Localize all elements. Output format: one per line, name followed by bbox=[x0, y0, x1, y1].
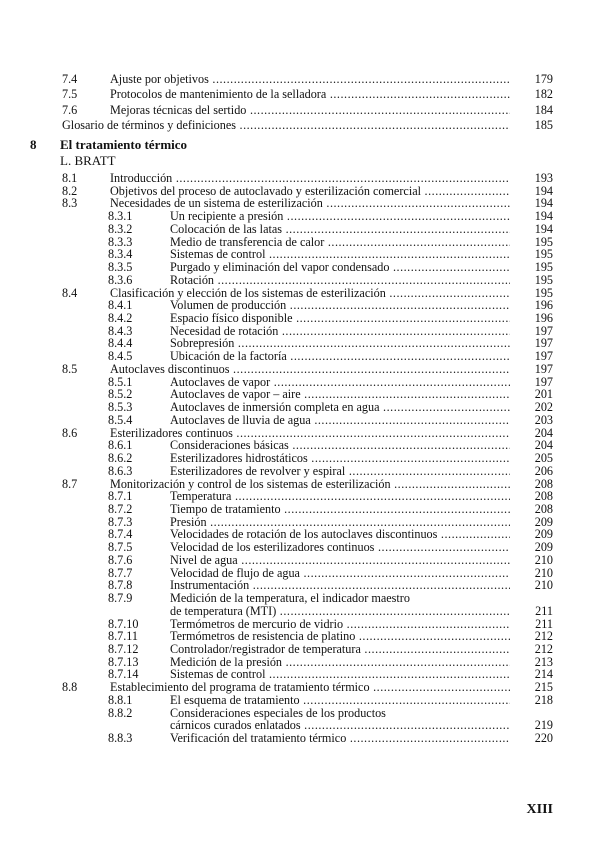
toc-entry-title-text: Sistemas de control bbox=[170, 668, 266, 682]
toc-entry-title bbox=[110, 427, 510, 440]
toc-entry bbox=[0, 490, 600, 503]
toc-entry-number: 8.8.2 bbox=[108, 705, 133, 720]
toc-entry-number: 8.1 bbox=[62, 171, 78, 185]
toc-entry-page: 208 bbox=[534, 476, 553, 491]
toc-entry-page: 193 bbox=[534, 171, 553, 185]
toc-entry-page: 194 bbox=[534, 209, 553, 224]
toc-entry-title bbox=[170, 325, 510, 338]
toc-entry-number: 7.4 bbox=[62, 72, 78, 86]
toc-entry-number: 8.3 bbox=[62, 196, 78, 211]
toc-entry-title-text: Velocidad de flujo de agua bbox=[170, 566, 300, 580]
toc-entry-page: 220 bbox=[534, 731, 553, 746]
toc-entry bbox=[0, 376, 600, 389]
toc-entry-page: 214 bbox=[534, 667, 553, 682]
toc-entry-title-text: Glosario de términos y definiciones bbox=[62, 119, 236, 133]
toc-entry bbox=[0, 236, 600, 249]
toc-entry-page: 197 bbox=[534, 349, 553, 364]
toc-entry-title-text: Autoclaves de inmersión completa en agua bbox=[170, 401, 380, 415]
toc-entry bbox=[0, 694, 600, 707]
toc-entry-title-text: Velocidades de rotación de los autoclaves discontinuos bbox=[170, 528, 438, 542]
toc-entry-page: 202 bbox=[534, 400, 553, 415]
chapter-number: 8 bbox=[30, 137, 37, 152]
toc-entry-title-text: Un recipiente a presión bbox=[170, 210, 284, 224]
toc-entry-page: 219 bbox=[534, 718, 553, 733]
toc-entry-page: 184 bbox=[534, 102, 553, 117]
toc-entry-title-text: Necesidades de un sistema de esterilización bbox=[110, 197, 323, 211]
toc-entry-page: 209 bbox=[534, 527, 553, 542]
toc-entry bbox=[0, 554, 600, 567]
chapter-title: El tratamiento térmico bbox=[60, 137, 188, 152]
toc-entry-title-text: Termómetros de resistencia de platino bbox=[170, 630, 356, 644]
toc-entry-number: 8.8.1 bbox=[108, 692, 133, 707]
toc-entry-page: 182 bbox=[534, 87, 553, 102]
toc-entry bbox=[0, 88, 600, 101]
toc-entry bbox=[0, 223, 600, 236]
toc-entry bbox=[0, 299, 600, 312]
toc-entry-title bbox=[170, 210, 510, 223]
toc-entry-title-text: Rotación bbox=[170, 273, 215, 287]
toc-entry-title-text: Esterilizadores continuos bbox=[110, 426, 233, 440]
toc-entry-title bbox=[170, 376, 510, 389]
toc-entry-title bbox=[110, 681, 510, 694]
toc-entry-title bbox=[110, 478, 510, 491]
toc-entry-page: 212 bbox=[534, 642, 553, 656]
toc-entry bbox=[0, 503, 600, 516]
toc-entry-page: 195 bbox=[534, 247, 553, 262]
toc-entry bbox=[0, 567, 600, 580]
toc-entry-title-text: Ubicación de la factoría bbox=[170, 350, 287, 364]
toc-entry-number: 8.3.4 bbox=[108, 247, 133, 262]
toc-entry-title-text: Clasificación y elección de los sistemas de esterilización bbox=[110, 286, 386, 300]
toc-entry-title bbox=[170, 541, 510, 554]
toc-entry bbox=[0, 643, 600, 656]
toc-entry bbox=[0, 388, 600, 401]
toc-entry bbox=[0, 427, 600, 440]
toc-entry-title-text: Temperatura bbox=[170, 490, 232, 504]
toc-entry-title bbox=[110, 88, 510, 101]
toc-entry-page: 179 bbox=[534, 72, 553, 86]
toc-entry-title bbox=[170, 299, 510, 312]
toc-entry-number: 8.6 bbox=[62, 425, 78, 440]
toc-entry-title-text: Monitorización y control de los sistemas de esterilización bbox=[110, 477, 391, 491]
toc-entry-page: 215 bbox=[534, 680, 553, 695]
toc-entry-page: 195 bbox=[534, 285, 553, 300]
toc-entry-number: 8.6.1 bbox=[108, 438, 133, 453]
toc-entry-number: 8.7.10 bbox=[108, 616, 139, 631]
toc-entry-number: 8.4.3 bbox=[108, 323, 133, 338]
toc-entry bbox=[0, 465, 600, 478]
toc-entry-title-text: El esquema de tratamiento bbox=[170, 693, 300, 707]
toc-entry bbox=[0, 172, 600, 185]
toc-entry-title bbox=[170, 350, 510, 363]
toc-entry-page: 208 bbox=[534, 489, 553, 504]
toc-entry-page: 213 bbox=[534, 654, 553, 669]
toc-entry-title bbox=[110, 185, 510, 198]
toc-entry bbox=[0, 337, 600, 350]
toc-entry bbox=[0, 707, 600, 720]
toc-entry bbox=[0, 668, 600, 681]
toc-entry bbox=[0, 104, 600, 117]
toc-entry-title bbox=[170, 516, 510, 529]
toc-entry-title-text: Autoclaves discontinuos bbox=[110, 362, 230, 376]
toc-entry-number: 8.4 bbox=[62, 285, 78, 300]
toc-entry-title bbox=[170, 312, 510, 325]
toc-entry-title bbox=[170, 261, 510, 274]
toc-entry-page: 210 bbox=[534, 565, 553, 580]
toc-entry-title-text: Introducción bbox=[110, 172, 173, 185]
toc-entry bbox=[0, 732, 600, 745]
toc-entry-number: 7.6 bbox=[62, 102, 78, 117]
toc-entry-title-text: Autoclaves de vapor bbox=[170, 375, 271, 389]
toc-entry-title-text: de temperatura (MTI) bbox=[170, 604, 277, 618]
toc-entry bbox=[0, 363, 600, 376]
toc-entry-title-text: Consideraciones especiales de los productos bbox=[170, 706, 386, 720]
toc-entry bbox=[0, 287, 600, 300]
toc-entry-title bbox=[170, 707, 540, 720]
toc-entry-title bbox=[170, 503, 510, 516]
toc-entry-page: 210 bbox=[534, 578, 553, 593]
toc-entry-number: 8.3.6 bbox=[108, 272, 133, 287]
toc-entry-title bbox=[170, 719, 510, 732]
toc-entry-title-text: Autoclaves de vapor – aire bbox=[170, 388, 301, 402]
toc-entry-page: 197 bbox=[534, 374, 553, 389]
toc-entry-title bbox=[170, 592, 540, 605]
toc-entry bbox=[0, 681, 600, 694]
toc-entry-title bbox=[110, 363, 510, 376]
toc-entry-number: 8.4.1 bbox=[108, 298, 133, 313]
page-folio: XIII bbox=[526, 802, 553, 817]
toc-entry-title-text: Necesidad de rotación bbox=[170, 324, 279, 338]
toc-entry-title-text: Protocolos de mantenimiento de la selladora bbox=[110, 88, 327, 102]
toc-entry-page: 185 bbox=[534, 118, 553, 133]
toc-entry-title bbox=[170, 643, 510, 656]
toc-entry-title bbox=[170, 732, 510, 745]
toc-entry-page: 196 bbox=[534, 298, 553, 313]
toc-entry-title-text: Espacio físico disponible bbox=[170, 312, 293, 326]
toc-entry bbox=[0, 630, 600, 643]
toc-entry-title bbox=[110, 197, 510, 210]
toc-entry-title bbox=[170, 465, 510, 478]
toc-entry-title bbox=[62, 119, 510, 132]
toc-entry-number: 8.7.3 bbox=[108, 514, 133, 529]
toc-entry-page: 211 bbox=[535, 616, 553, 631]
toc-entry-number: 8.7 bbox=[62, 476, 78, 491]
toc-entry-title bbox=[170, 694, 510, 707]
toc-entry-number: 8.7.8 bbox=[108, 578, 133, 593]
toc-entry-page: 194 bbox=[534, 183, 553, 198]
toc-entry-page: 211 bbox=[535, 603, 553, 618]
toc-entry-title bbox=[170, 668, 510, 681]
toc-entry-number: 8.5.2 bbox=[108, 387, 133, 402]
toc-entry bbox=[0, 197, 600, 210]
toc-entry-page: 197 bbox=[534, 336, 553, 351]
toc-entry-number: 8.7.7 bbox=[108, 565, 133, 580]
toc-entry bbox=[0, 579, 600, 592]
toc-entry-number: 8.7.1 bbox=[108, 489, 133, 504]
toc-entry bbox=[0, 401, 600, 414]
toc-entry-number: 8.4.2 bbox=[108, 311, 133, 326]
toc-entry-title bbox=[170, 401, 510, 414]
toc-entry-number: 8.3.3 bbox=[108, 234, 133, 249]
toc-entry-title-text: Instrumentación bbox=[170, 579, 250, 593]
toc-entry-title-text: Autoclaves de lluvia de agua bbox=[170, 413, 311, 427]
toc-entry-title-text: Velocidad de los esterilizadores continuos bbox=[170, 541, 375, 555]
toc-entry-title bbox=[170, 554, 510, 567]
toc-entry-title bbox=[170, 274, 510, 287]
toc-entry-title bbox=[170, 605, 510, 618]
toc-entry bbox=[0, 452, 600, 465]
toc-entry-title bbox=[170, 630, 510, 643]
toc-entry-page: 203 bbox=[534, 412, 553, 427]
toc-entry-title-text: Verificación del tratamiento térmico bbox=[170, 732, 347, 746]
toc-entry-number: 8.8.3 bbox=[108, 731, 133, 746]
toc-entry-title bbox=[170, 490, 510, 503]
toc-entry-title-text: Presión bbox=[170, 515, 207, 529]
toc-entry bbox=[0, 210, 600, 223]
toc-entry-title-text: Mejoras técnicas del sertido bbox=[110, 103, 247, 117]
toc-entry-number: 8.5.4 bbox=[108, 412, 133, 427]
toc-entry-page: 201 bbox=[534, 387, 553, 402]
toc-entry-number: 8.3.2 bbox=[108, 221, 133, 236]
toc-entry-number: 8.7.6 bbox=[108, 552, 133, 567]
toc-entry-title bbox=[170, 656, 510, 669]
toc-entry-title-text: Termómetros de mercurio de vidrio bbox=[170, 617, 344, 631]
toc-entry-title bbox=[170, 528, 510, 541]
toc-entry-title-text: Consideraciones básicas bbox=[170, 439, 289, 453]
toc-entry bbox=[0, 478, 600, 491]
toc-entry-title-text: Tiempo de tratamiento bbox=[170, 502, 281, 516]
toc-entry-title bbox=[170, 337, 510, 350]
toc-entry-number: 8.5 bbox=[62, 361, 78, 376]
toc-entry-number: 8.3.1 bbox=[108, 209, 133, 224]
toc-entry-number: 8.8 bbox=[62, 680, 78, 695]
toc-entry-title bbox=[170, 414, 510, 427]
toc-entry-number: 8.7.2 bbox=[108, 501, 133, 516]
toc-entry-title bbox=[110, 73, 510, 86]
toc-entry-page: 204 bbox=[534, 438, 553, 453]
toc-entry-title-text: Establecimiento del programa de tratamiento térmico bbox=[110, 681, 370, 695]
toc-entry bbox=[0, 119, 600, 132]
toc-entry bbox=[0, 618, 600, 631]
toc-entry-number: 8.7.4 bbox=[108, 527, 133, 542]
toc-entry-number: 8.2 bbox=[62, 183, 78, 198]
toc-entry-number: 8.7.5 bbox=[108, 540, 133, 555]
toc-entry bbox=[0, 528, 600, 541]
toc-entry-page: 212 bbox=[534, 629, 553, 644]
toc-entry bbox=[0, 656, 600, 669]
toc-entry-title-text: Medición de la temperatura, el indicador maestro bbox=[170, 592, 410, 606]
toc-entry-page: 197 bbox=[534, 323, 553, 338]
toc-entry bbox=[0, 719, 600, 732]
toc-entry-page: 209 bbox=[534, 514, 553, 529]
toc-entry-number: 8.7.12 bbox=[108, 642, 139, 656]
toc-entry-number: 8.7.11 bbox=[108, 629, 139, 644]
toc-entry bbox=[0, 274, 600, 287]
toc-entry bbox=[0, 592, 600, 605]
toc-entry-title bbox=[170, 579, 510, 592]
toc-entry-page: 195 bbox=[534, 272, 553, 287]
toc-entry-title-text: Purgado y eliminación del vapor condensado bbox=[170, 261, 390, 275]
toc-entry-title bbox=[170, 567, 510, 580]
toc-entry bbox=[0, 439, 600, 452]
toc-entry-title bbox=[170, 388, 510, 401]
toc-entry-page: 209 bbox=[534, 540, 553, 555]
toc-entry-page: 205 bbox=[534, 451, 553, 466]
toc-entry-title-text: Sobrepresión bbox=[170, 337, 235, 351]
toc-entry-title-text: Controlador/registrador de temperatura bbox=[170, 643, 361, 656]
toc-entry-number: 8.5.1 bbox=[108, 374, 133, 389]
toc-entry-title-text: Medición de la presión bbox=[170, 655, 283, 669]
toc-entry bbox=[0, 516, 600, 529]
toc-entry bbox=[0, 312, 600, 325]
toc-entry bbox=[0, 73, 600, 86]
toc-entry-page: 195 bbox=[534, 260, 553, 275]
toc-entry-title-text: Objetivos del proceso de autoclavado y esterilización comercial bbox=[110, 184, 421, 198]
toc-entry-title bbox=[170, 223, 510, 236]
toc-entry-page: 195 bbox=[534, 234, 553, 249]
toc-entry-page: 197 bbox=[534, 361, 553, 376]
toc-entry-title bbox=[170, 618, 510, 631]
toc-entry-page: 208 bbox=[534, 501, 553, 516]
toc-entry-number: 7.5 bbox=[62, 87, 78, 102]
toc-entry-title-text: Colocación de las latas bbox=[170, 222, 283, 236]
toc-entry-page: 210 bbox=[534, 552, 553, 567]
toc-entry-number: 8.4.4 bbox=[108, 336, 133, 351]
toc-entry-title bbox=[110, 104, 510, 117]
toc-entry-title-text: Medio de transferencia de calor bbox=[170, 235, 325, 249]
toc-entry-page: 194 bbox=[534, 196, 553, 211]
toc-entry-title-text: Sistemas de control bbox=[170, 248, 266, 262]
toc-entry bbox=[0, 414, 600, 427]
toc-entry bbox=[0, 350, 600, 363]
toc-entry-page: 218 bbox=[534, 692, 553, 707]
toc-entry-number: 8.5.3 bbox=[108, 400, 133, 415]
toc-entry-title-text: Volumen de producción bbox=[170, 299, 287, 313]
toc-entry bbox=[0, 541, 600, 554]
toc-entry-number: 8.6.2 bbox=[108, 451, 133, 466]
toc-entry-title bbox=[110, 287, 510, 300]
toc-entry-title bbox=[170, 248, 510, 261]
toc-entry-number: 8.7.13 bbox=[108, 654, 139, 669]
toc-entry-number: 8.4.5 bbox=[108, 349, 133, 364]
toc-entry-number: 8.3.5 bbox=[108, 260, 133, 275]
chapter-author: L. BRATT bbox=[60, 153, 116, 168]
toc-entry-title-text: Ajuste por objetivos bbox=[110, 73, 209, 86]
toc-entry bbox=[0, 605, 600, 618]
toc-entry-page: 194 bbox=[534, 221, 553, 236]
toc-entry-title-text: Esterilizadores de revolver y espiral bbox=[170, 464, 346, 478]
toc-entry-title bbox=[110, 172, 510, 185]
toc-entry-title-text: cárnicos curados enlatados bbox=[170, 719, 301, 733]
toc-entry-page: 204 bbox=[534, 425, 553, 440]
toc-entry-page: 196 bbox=[534, 311, 553, 326]
toc-entry-number: 8.7.14 bbox=[108, 667, 139, 682]
toc-entry-title bbox=[170, 236, 510, 249]
toc-entry bbox=[0, 185, 600, 198]
toc-entry-title bbox=[170, 452, 510, 465]
toc-entry-number: 8.6.3 bbox=[108, 463, 133, 478]
toc-entry-page: 206 bbox=[534, 463, 553, 478]
toc-entry bbox=[0, 325, 600, 338]
toc-entry-title bbox=[170, 439, 510, 452]
toc-entry-title-text: Nivel de agua bbox=[170, 553, 238, 567]
toc-entry bbox=[0, 248, 600, 261]
toc-entry-number: 8.7.9 bbox=[108, 591, 133, 606]
toc-entry bbox=[0, 261, 600, 274]
toc-entry-title-text: Esterilizadores hidrostáticos bbox=[170, 452, 308, 466]
